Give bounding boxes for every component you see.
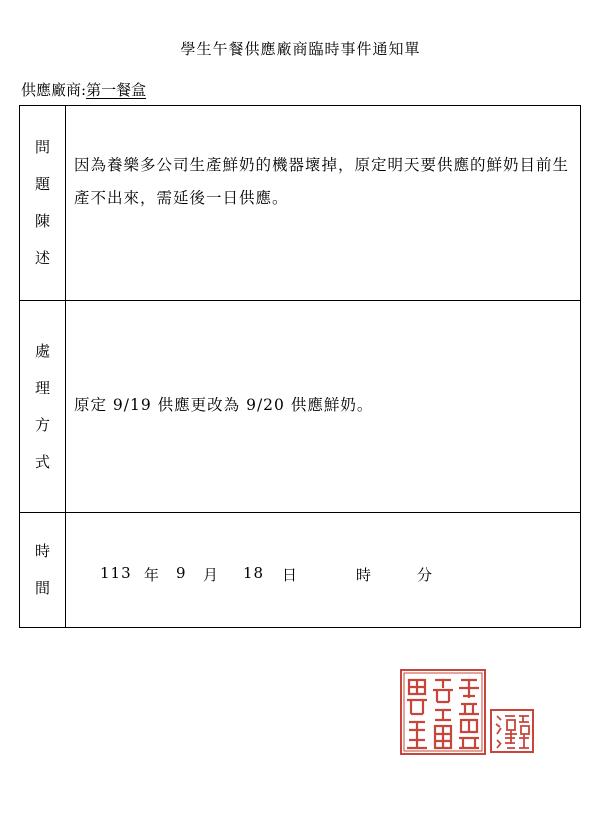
day-unit: 日 <box>282 566 299 584</box>
problem-label-cell <box>20 106 66 301</box>
label-char: 方 <box>34 415 50 434</box>
minute-unit: 分 <box>417 566 434 584</box>
label-char: 式 <box>34 452 50 471</box>
datetime-line <box>66 513 580 627</box>
vendor-line <box>21 79 146 100</box>
company-seal-large <box>401 670 485 754</box>
problem-content-cell <box>66 106 581 301</box>
month-value: 9 <box>176 564 187 582</box>
time-row <box>20 513 581 628</box>
document-title: 學生午餐供應廠商臨時事件通知單 <box>180 40 421 58</box>
vendor-label: 供應廠商: <box>21 81 87 99</box>
hour-unit: 時 <box>356 566 373 584</box>
year-value: 113 <box>100 564 132 582</box>
label-char: 時 <box>34 542 50 560</box>
company-seals <box>399 668 539 758</box>
time-label <box>20 533 65 607</box>
time-label-cell <box>20 513 66 628</box>
label-char: 處 <box>34 341 50 360</box>
label-char: 理 <box>34 378 50 397</box>
label-char: 間 <box>34 579 50 597</box>
month-unit: 月 <box>203 566 220 584</box>
day-value: 18 <box>243 564 265 582</box>
vendor-name: 第一餐盒 <box>86 81 147 99</box>
method-content-cell <box>66 301 581 513</box>
label-char: 題 <box>34 175 50 193</box>
problem-row <box>20 106 581 301</box>
problem-text: 因為養樂多公司生產鮮奶的機器壞掉，原定明天要供應的鮮奶目前生產不出來，需延後一日供應。 <box>74 156 570 207</box>
label-char: 陳 <box>34 212 50 230</box>
label-char: 問 <box>34 138 50 156</box>
company-seal-small <box>491 710 533 752</box>
method-text: 原定 9/19 供應更改為 9/20 供應鮮奶。 <box>74 396 374 414</box>
time-content-cell <box>66 513 581 628</box>
method-label-cell <box>20 301 66 513</box>
method-row <box>20 301 581 513</box>
notice-form-table <box>19 105 581 628</box>
method-label <box>20 333 65 481</box>
problem-label <box>20 129 65 277</box>
year-unit: 年 <box>144 566 161 584</box>
label-char: 述 <box>34 249 50 267</box>
